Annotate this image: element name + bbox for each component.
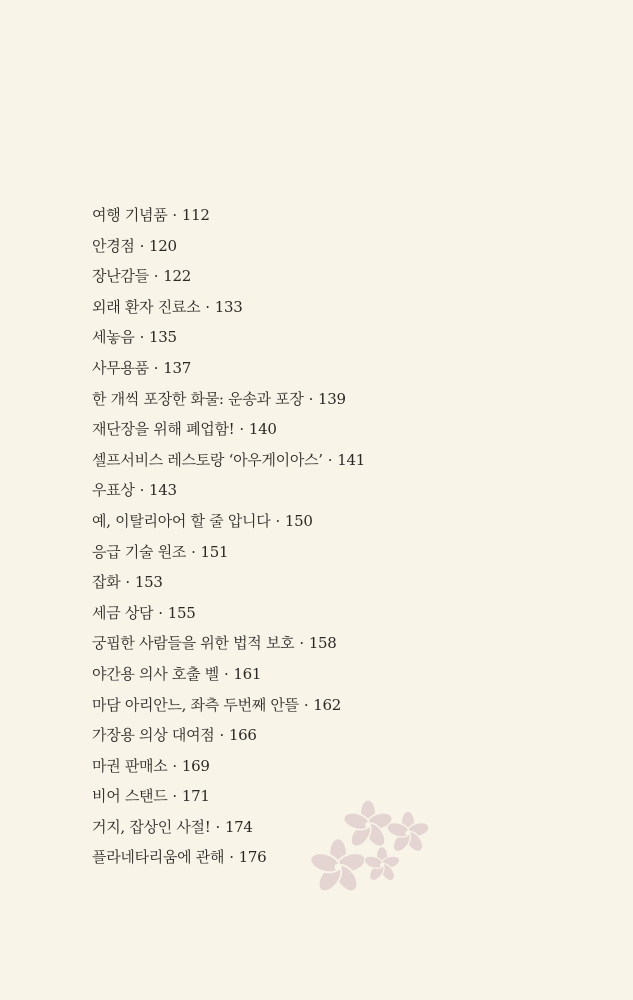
toc-entry [92,261,365,292]
toc-separator: · [205,297,210,316]
toc-entry-title: 장난감들 [92,267,149,286]
toc-entry [92,537,365,568]
toc-separator: · [229,848,234,867]
toc-entry-page: 135 [149,328,177,347]
toc-entry-page: 151 [200,542,229,561]
toc-separator: · [172,206,177,224]
toc-separator: · [303,695,309,714]
toc-entry [92,659,365,690]
toc-entry-title: 사무용품 [92,358,149,377]
table-of-contents [92,200,365,873]
toc-entry [92,292,365,323]
toc-entry-page: 171 [181,787,210,806]
toc-entry-title: 거지, 잡상인 사절! [92,817,211,836]
toc-entry-title: 궁핍한 사람들을 위한 법적 보호 [92,634,295,653]
toc-entry-title: 마담 아리안느, 좌측 두번째 안뜰 [92,695,299,714]
toc-entry-page: 166 [228,726,257,745]
toc-entry [92,353,365,384]
toc-separator: · [153,358,159,377]
toc-entry-page: 161 [233,664,262,683]
toc-entry-title: 응급 기술 원조 [92,542,187,561]
toc-entry-page: 120 [149,236,177,255]
toc-separator: · [172,787,177,806]
toc-entry [92,414,365,445]
toc-entry-title: 세놓음 [92,328,135,347]
toc-entry [92,384,365,415]
toc-entry [92,506,365,537]
toc-separator: · [139,481,145,500]
toc-separator: · [215,817,220,836]
toc-separator: · [153,267,159,286]
flower-ornament-icon [300,795,450,905]
toc-entry-title: 안경점 [92,236,135,255]
toc-entry-page: 153 [134,573,163,592]
toc-entry [92,751,365,782]
toc-entry [92,567,365,598]
toc-separator: · [139,328,145,347]
toc-entry-title: 셀프서비스 레스토랑 ‘아우게이아스’ [92,450,323,469]
toc-entry [92,475,365,506]
toc-separator: · [239,420,244,439]
toc-entry-page: 155 [167,603,196,622]
toc-entry [92,628,365,659]
toc-separator: · [219,726,224,745]
toc-entry [92,231,365,262]
toc-entry-title: 재단장을 위해 폐업함! [92,420,235,439]
toc-separator: · [223,664,229,683]
toc-entry-title: 외래 환자 진료소 [92,297,201,316]
toc-entry-title: 한 개씩 포장한 화물: 운송과 포장 [92,389,304,408]
toc-entry-page: 143 [149,481,177,500]
toc-entry-title: 플라네타리움에 관해 [92,848,225,867]
toc-entry-page: 133 [214,297,243,316]
toc-separator: · [125,573,130,592]
toc-entry-page: 139 [318,389,346,408]
toc-entry [92,598,365,629]
toc-separator: · [299,634,304,653]
toc-entry [92,445,365,476]
toc-entry-page: 169 [181,756,210,775]
toc-entry-page: 112 [181,206,210,224]
toc-entry-page: 137 [163,358,191,377]
toc-entry [92,200,365,231]
toc-entry-title: 야간용 의사 호출 벨 [92,664,219,683]
toc-separator: · [191,542,196,561]
toc-entry-title: 잡화 [92,573,121,592]
toc-entry [92,322,365,353]
toc-entry-page: 150 [284,511,313,530]
toc-entry-title: 우표상 [92,481,135,500]
toc-entry-page: 158 [308,634,337,653]
toc-entry-title: 비어 스탠드 [92,787,168,806]
toc-separator: · [158,603,163,622]
toc-separator: · [172,756,177,775]
toc-entry [92,690,365,721]
toc-entry-title: 세금 상담 [92,603,154,622]
toc-entry-page: 174 [224,817,253,836]
toc-entry-title: 여행 기념품 [92,206,168,224]
toc-entry-page: 141 [337,450,365,469]
toc-entry-page: 176 [238,848,267,867]
toc-separator: · [308,389,314,408]
toc-entry-title: 가장용 의상 대여점 [92,726,215,745]
toc-entry-title: 예, 이탈리아어 할 줄 압니다 [92,511,271,530]
toc-separator: · [139,236,145,255]
toc-separator: · [327,450,333,469]
toc-entry [92,720,365,751]
toc-separator: · [275,511,280,530]
toc-entry-title: 마권 판매소 [92,756,168,775]
toc-entry-page: 140 [248,420,277,439]
toc-entry-page: 162 [313,695,342,714]
toc-entry-page: 122 [163,267,191,286]
